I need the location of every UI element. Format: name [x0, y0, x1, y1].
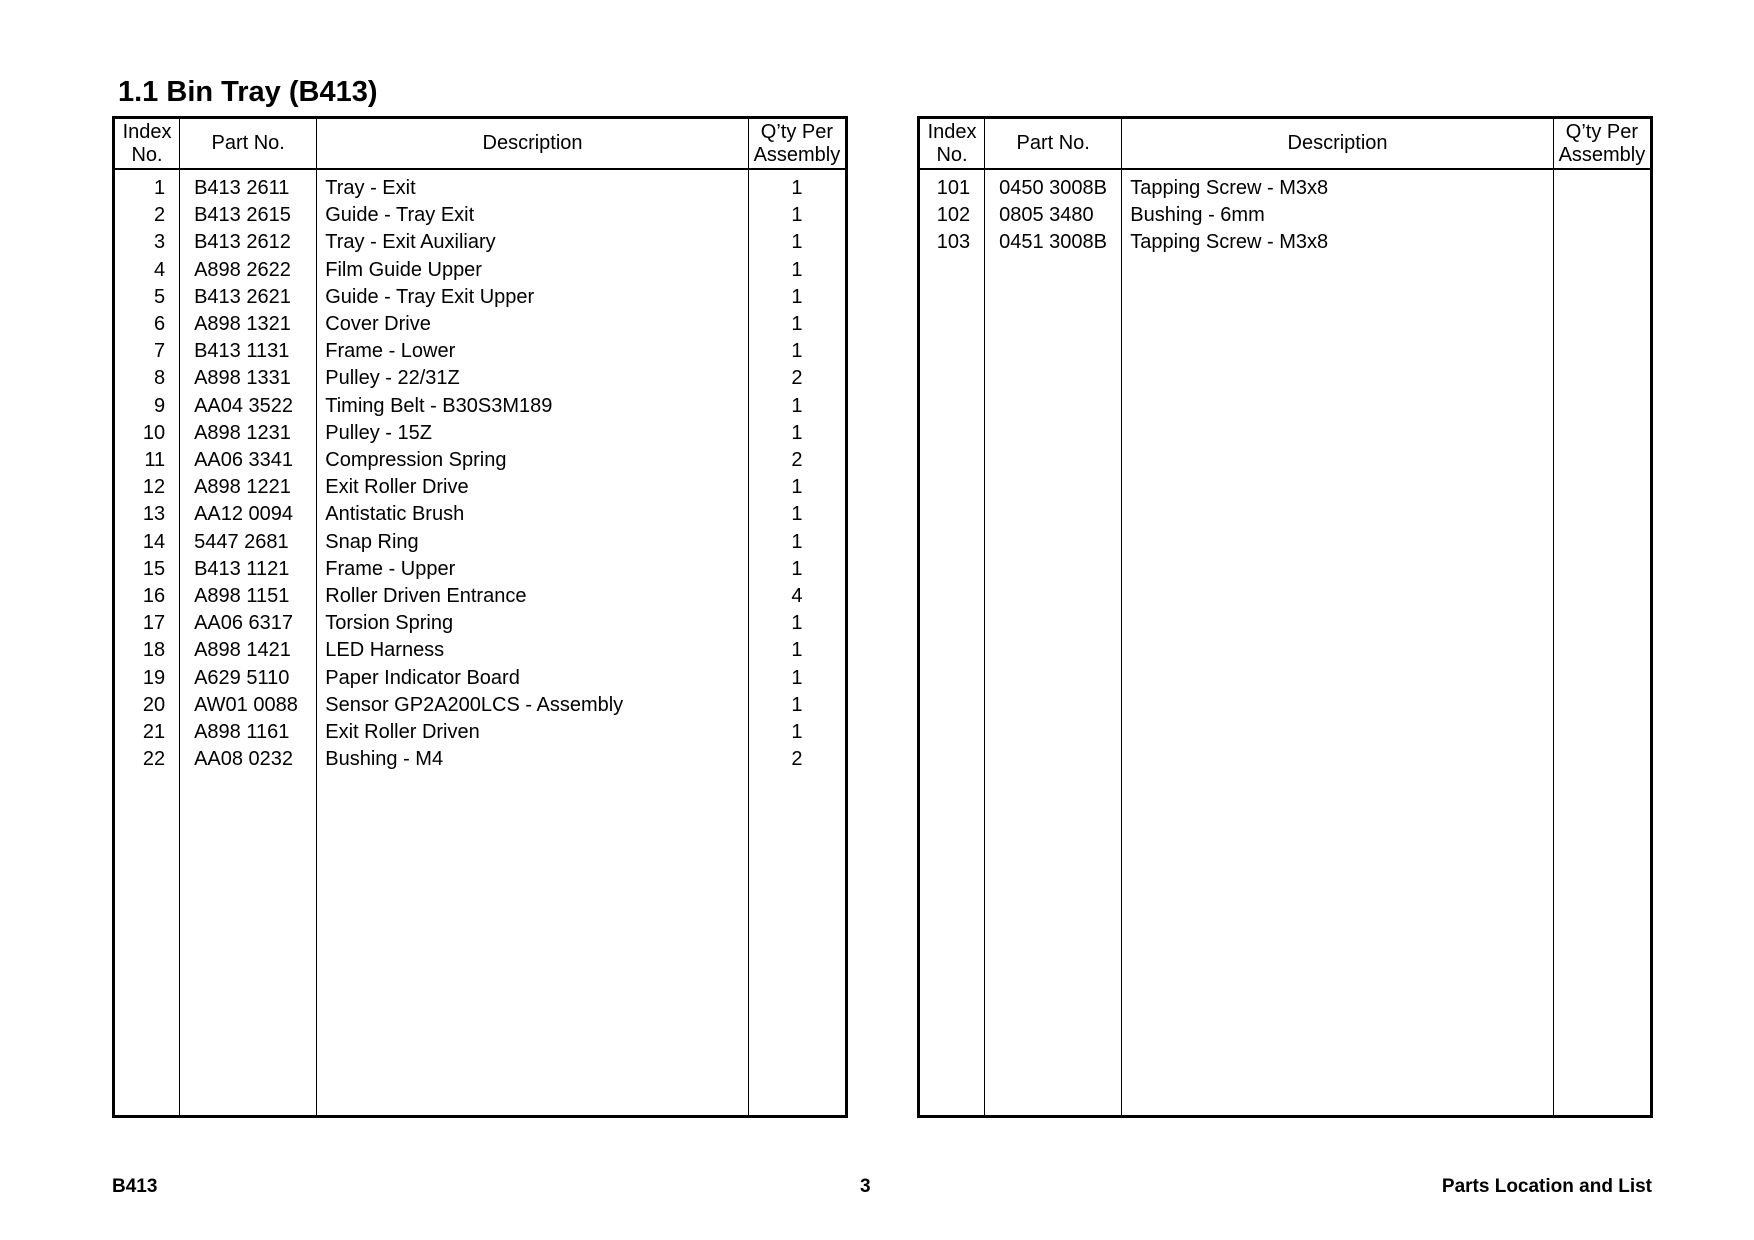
cell-part-no: B413 2611 [180, 169, 317, 202]
cell-qty: 2 [748, 365, 846, 392]
cell-description: Exit Roller Drive [317, 474, 749, 501]
cell-index: 14 [114, 529, 180, 556]
cell-qty: 1 [748, 284, 846, 311]
footer-page-number: 3 [860, 1176, 871, 1197]
cell-index: 8 [114, 365, 180, 392]
table-row [114, 311, 847, 338]
cell-qty: 4 [748, 583, 846, 610]
table-row [114, 338, 847, 365]
cell-qty: 1 [748, 529, 846, 556]
cell-part-no: AA04 3522 [180, 393, 317, 420]
cell-index: 1 [114, 169, 180, 202]
table-header-row [919, 118, 1652, 170]
cell-part-no: A898 1161 [180, 719, 317, 746]
cell-description: Snap Ring [317, 529, 749, 556]
cell-part-no: A898 1421 [180, 637, 317, 664]
cell-qty: 1 [748, 501, 846, 528]
table-row [919, 229, 1652, 256]
parts-table-left [112, 116, 848, 1118]
page-title: 1.1 Bin Tray (B413) [118, 76, 378, 108]
cell-part-no: 5447 2681 [180, 529, 317, 556]
cell-qty: 1 [748, 420, 846, 447]
cell-part-no: B413 2615 [180, 202, 317, 229]
table-row [114, 365, 847, 392]
cell-part-no: AA06 6317 [180, 610, 317, 637]
cell-description: Film Guide Upper [317, 257, 749, 284]
cell-qty [1553, 229, 1651, 256]
table-filler-row [114, 773, 847, 1116]
cell-qty: 1 [748, 202, 846, 229]
empty-cell [985, 257, 1122, 1117]
cell-qty: 1 [748, 338, 846, 365]
cell-part-no: AW01 0088 [180, 692, 317, 719]
cell-index: 101 [919, 169, 985, 202]
cell-part-no: AA06 3341 [180, 447, 317, 474]
cell-index: 9 [114, 393, 180, 420]
table-row [114, 229, 847, 256]
cell-description: Tapping Screw - M3x8 [1122, 169, 1554, 202]
cell-qty: 1 [748, 637, 846, 664]
cell-index: 20 [114, 692, 180, 719]
table-row [114, 501, 847, 528]
cell-description: Exit Roller Driven [317, 719, 749, 746]
cell-description: Guide - Tray Exit [317, 202, 749, 229]
cell-part-no: A629 5110 [180, 665, 317, 692]
cell-qty: 1 [748, 257, 846, 284]
cell-index: 12 [114, 474, 180, 501]
table-row [114, 529, 847, 556]
header-description: Description [1122, 118, 1554, 170]
cell-qty: 1 [748, 474, 846, 501]
cell-index: 102 [919, 202, 985, 229]
cell-index: 3 [114, 229, 180, 256]
empty-cell [180, 773, 317, 1116]
table-filler-row [919, 257, 1652, 1117]
table-row [114, 284, 847, 311]
table-row [919, 169, 1652, 202]
table-row [114, 719, 847, 746]
cell-qty: 1 [748, 665, 846, 692]
table-row [114, 202, 847, 229]
cell-index: 19 [114, 665, 180, 692]
footer-model: B413 [112, 1176, 158, 1197]
cell-qty: 1 [748, 229, 846, 256]
table-row [114, 637, 847, 664]
cell-part-no: B413 2621 [180, 284, 317, 311]
cell-index: 7 [114, 338, 180, 365]
cell-part-no: 0451 3008B [985, 229, 1122, 256]
cell-qty: 2 [748, 746, 846, 773]
empty-cell [919, 257, 985, 1117]
table-row [114, 665, 847, 692]
cell-qty: 1 [748, 556, 846, 583]
table-row [114, 556, 847, 583]
cell-description: Frame - Upper [317, 556, 749, 583]
cell-index: 2 [114, 202, 180, 229]
cell-part-no: A898 1231 [180, 420, 317, 447]
cell-qty: 2 [748, 447, 846, 474]
table-row [919, 202, 1652, 229]
cell-description: Tray - Exit Auxiliary [317, 229, 749, 256]
cell-description: Antistatic Brush [317, 501, 749, 528]
cell-description: Pulley - 22/31Z [317, 365, 749, 392]
cell-description: Roller Driven Entrance [317, 583, 749, 610]
cell-description: Compression Spring [317, 447, 749, 474]
cell-qty [1553, 202, 1651, 229]
cell-index: 22 [114, 746, 180, 773]
table-row [114, 257, 847, 284]
parts-table-right [917, 116, 1653, 1118]
cell-part-no: B413 1131 [180, 338, 317, 365]
empty-cell [114, 773, 180, 1116]
cell-description: Timing Belt - B30S3M189 [317, 393, 749, 420]
cell-description: Frame - Lower [317, 338, 749, 365]
cell-part-no: A898 2622 [180, 257, 317, 284]
cell-index: 5 [114, 284, 180, 311]
cell-part-no: B413 2612 [180, 229, 317, 256]
cell-index: 17 [114, 610, 180, 637]
cell-index: 16 [114, 583, 180, 610]
header-index: Index No. [919, 118, 985, 170]
cell-index: 11 [114, 447, 180, 474]
cell-qty: 1 [748, 393, 846, 420]
header-description: Description [317, 118, 749, 170]
cell-description: Guide - Tray Exit Upper [317, 284, 749, 311]
cell-part-no: A898 1221 [180, 474, 317, 501]
table-row [114, 393, 847, 420]
table-row [114, 169, 847, 202]
cell-qty: 1 [748, 610, 846, 637]
cell-description: Pulley - 15Z [317, 420, 749, 447]
cell-part-no: 0450 3008B [985, 169, 1122, 202]
cell-part-no: A898 1331 [180, 365, 317, 392]
table-row [114, 746, 847, 773]
header-qty: Q’ty Per Assembly [1553, 118, 1651, 170]
cell-index: 15 [114, 556, 180, 583]
cell-index: 13 [114, 501, 180, 528]
cell-description: Bushing - M4 [317, 746, 749, 773]
empty-cell [1553, 257, 1651, 1117]
cell-index: 6 [114, 311, 180, 338]
header-index: Index No. [114, 118, 180, 170]
cell-index: 21 [114, 719, 180, 746]
cell-part-no: 0805 3480 [985, 202, 1122, 229]
empty-cell [317, 773, 749, 1116]
cell-description: Sensor GP2A200LCS - Assembly [317, 692, 749, 719]
table-header-row [114, 118, 847, 170]
cell-part-no: B413 1121 [180, 556, 317, 583]
cell-description: Torsion Spring [317, 610, 749, 637]
cell-index: 4 [114, 257, 180, 284]
header-part-no: Part No. [985, 118, 1122, 170]
cell-part-no: AA08 0232 [180, 746, 317, 773]
cell-description: Bushing - 6mm [1122, 202, 1554, 229]
table-row [114, 583, 847, 610]
table-row [114, 420, 847, 447]
cell-qty: 1 [748, 692, 846, 719]
empty-cell [748, 773, 846, 1116]
cell-index: 103 [919, 229, 985, 256]
cell-description: Tray - Exit [317, 169, 749, 202]
cell-part-no: AA12 0094 [180, 501, 317, 528]
cell-index: 10 [114, 420, 180, 447]
empty-cell [1122, 257, 1554, 1117]
table-row [114, 692, 847, 719]
table-row [114, 610, 847, 637]
table-row [114, 474, 847, 501]
header-qty: Q’ty Per Assembly [748, 118, 846, 170]
cell-description: LED Harness [317, 637, 749, 664]
cell-description: Tapping Screw - M3x8 [1122, 229, 1554, 256]
header-part-no: Part No. [180, 118, 317, 170]
footer-section: Parts Location and List [1441, 1176, 1652, 1197]
cell-qty: 1 [748, 311, 846, 338]
cell-qty: 1 [748, 169, 846, 202]
cell-description: Paper Indicator Board [317, 665, 749, 692]
cell-part-no: A898 1321 [180, 311, 317, 338]
cell-index: 18 [114, 637, 180, 664]
cell-part-no: A898 1151 [180, 583, 317, 610]
cell-qty: 1 [748, 719, 846, 746]
table-row [114, 447, 847, 474]
cell-description: Cover Drive [317, 311, 749, 338]
cell-qty [1553, 169, 1651, 202]
